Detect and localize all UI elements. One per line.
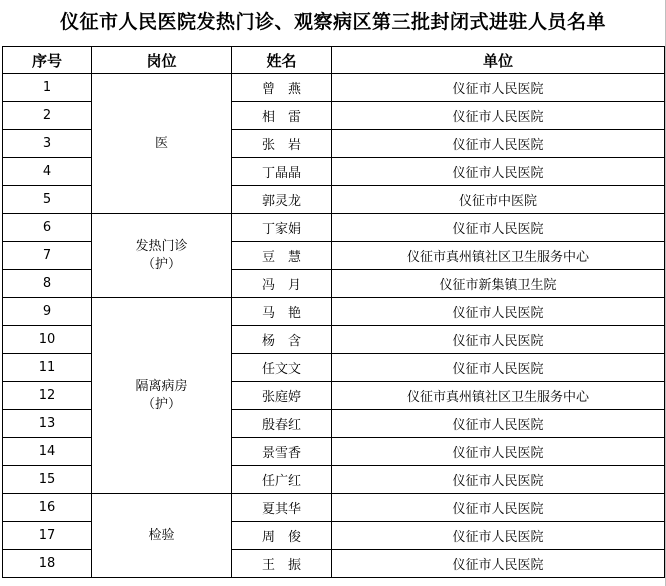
row-seq: 16	[3, 494, 92, 522]
row-unit: 仪征市人民医院	[332, 74, 665, 102]
table-row	[3, 74, 665, 102]
row-seq: 7	[3, 242, 92, 270]
role-cell	[92, 494, 232, 578]
row-name: 夏其华	[232, 494, 332, 522]
row-name: 相 雷	[232, 102, 332, 130]
row-unit: 仪征市新集镇卫生院	[332, 270, 665, 298]
row-seq: 12	[3, 382, 92, 410]
header-role: 岗位	[92, 47, 232, 74]
row-seq: 15	[3, 466, 92, 494]
row-name: 丁家娟	[232, 214, 332, 242]
row-seq: 14	[3, 438, 92, 466]
row-name: 冯 月	[232, 270, 332, 298]
row-unit: 仪征市人民医院	[332, 410, 665, 438]
table-header-row	[3, 47, 665, 74]
row-seq: 13	[3, 410, 92, 438]
row-unit: 仪征市人民医院	[332, 354, 665, 382]
row-name: 郭灵龙	[232, 186, 332, 214]
header-seq: 序号	[3, 47, 92, 74]
row-seq: 11	[3, 354, 92, 382]
row-unit: 仪征市真州镇社区卫生服务中心	[332, 242, 665, 270]
row-name: 丁晶晶	[232, 158, 332, 186]
row-unit: 仪征市人民医院	[332, 466, 665, 494]
row-unit: 仪征市人民医院	[332, 158, 665, 186]
header-name: 姓名	[232, 47, 332, 74]
table-row	[3, 494, 665, 522]
row-name: 景雪香	[232, 438, 332, 466]
row-name: 张庭婷	[232, 382, 332, 410]
row-seq: 4	[3, 158, 92, 186]
row-name: 殷春红	[232, 410, 332, 438]
row-seq: 18	[3, 550, 92, 578]
role-label: 发热门诊	[135, 238, 188, 254]
row-unit: 仪征市中医院	[332, 186, 665, 214]
row-seq: 9	[3, 298, 92, 326]
role-label: 检验	[148, 527, 175, 543]
role-cell	[92, 298, 232, 494]
row-seq: 2	[3, 102, 92, 130]
row-unit: 仪征市人民医院	[332, 130, 665, 158]
row-seq: 5	[3, 186, 92, 214]
row-seq: 6	[3, 214, 92, 242]
row-unit: 仪征市人民医院	[332, 214, 665, 242]
row-unit: 仪征市人民医院	[332, 326, 665, 354]
row-unit: 仪征市人民医院	[332, 494, 665, 522]
role-cell	[92, 74, 232, 214]
row-unit: 仪征市人民医院	[332, 550, 665, 578]
role-label: 隔离病房	[135, 378, 188, 394]
staff-roster-table	[2, 46, 665, 578]
row-unit: 仪征市人民医院	[332, 102, 665, 130]
row-name: 任广红	[232, 466, 332, 494]
row-seq: 1	[3, 74, 92, 102]
role-cell	[92, 214, 232, 298]
role-label: （护）	[141, 256, 181, 272]
row-unit: 仪征市人民医院	[332, 522, 665, 550]
table-row	[3, 298, 665, 326]
row-name: 马 艳	[232, 298, 332, 326]
document-title: 仪征市人民医院发热门诊、观察病区第三批封闭式进驻人员名单	[59, 11, 606, 33]
row-name: 周 俊	[232, 522, 332, 550]
row-unit: 仪征市人民医院	[332, 298, 665, 326]
row-name: 曾 燕	[232, 74, 332, 102]
row-seq: 3	[3, 130, 92, 158]
row-unit: 仪征市人民医院	[332, 438, 665, 466]
row-name: 张 岩	[232, 130, 332, 158]
role-label: 医	[154, 135, 168, 151]
row-seq: 8	[3, 270, 92, 298]
row-name: 王 振	[232, 550, 332, 578]
row-seq: 10	[3, 326, 92, 354]
row-name: 豆 慧	[232, 242, 332, 270]
row-name: 任文文	[232, 354, 332, 382]
table-row	[3, 214, 665, 242]
header-unit: 单位	[332, 47, 665, 74]
row-seq: 17	[3, 522, 92, 550]
table-body	[3, 74, 665, 578]
role-label: （护）	[141, 396, 181, 412]
row-unit: 仪征市真州镇社区卫生服务中心	[332, 382, 665, 410]
row-name: 杨 含	[232, 326, 332, 354]
